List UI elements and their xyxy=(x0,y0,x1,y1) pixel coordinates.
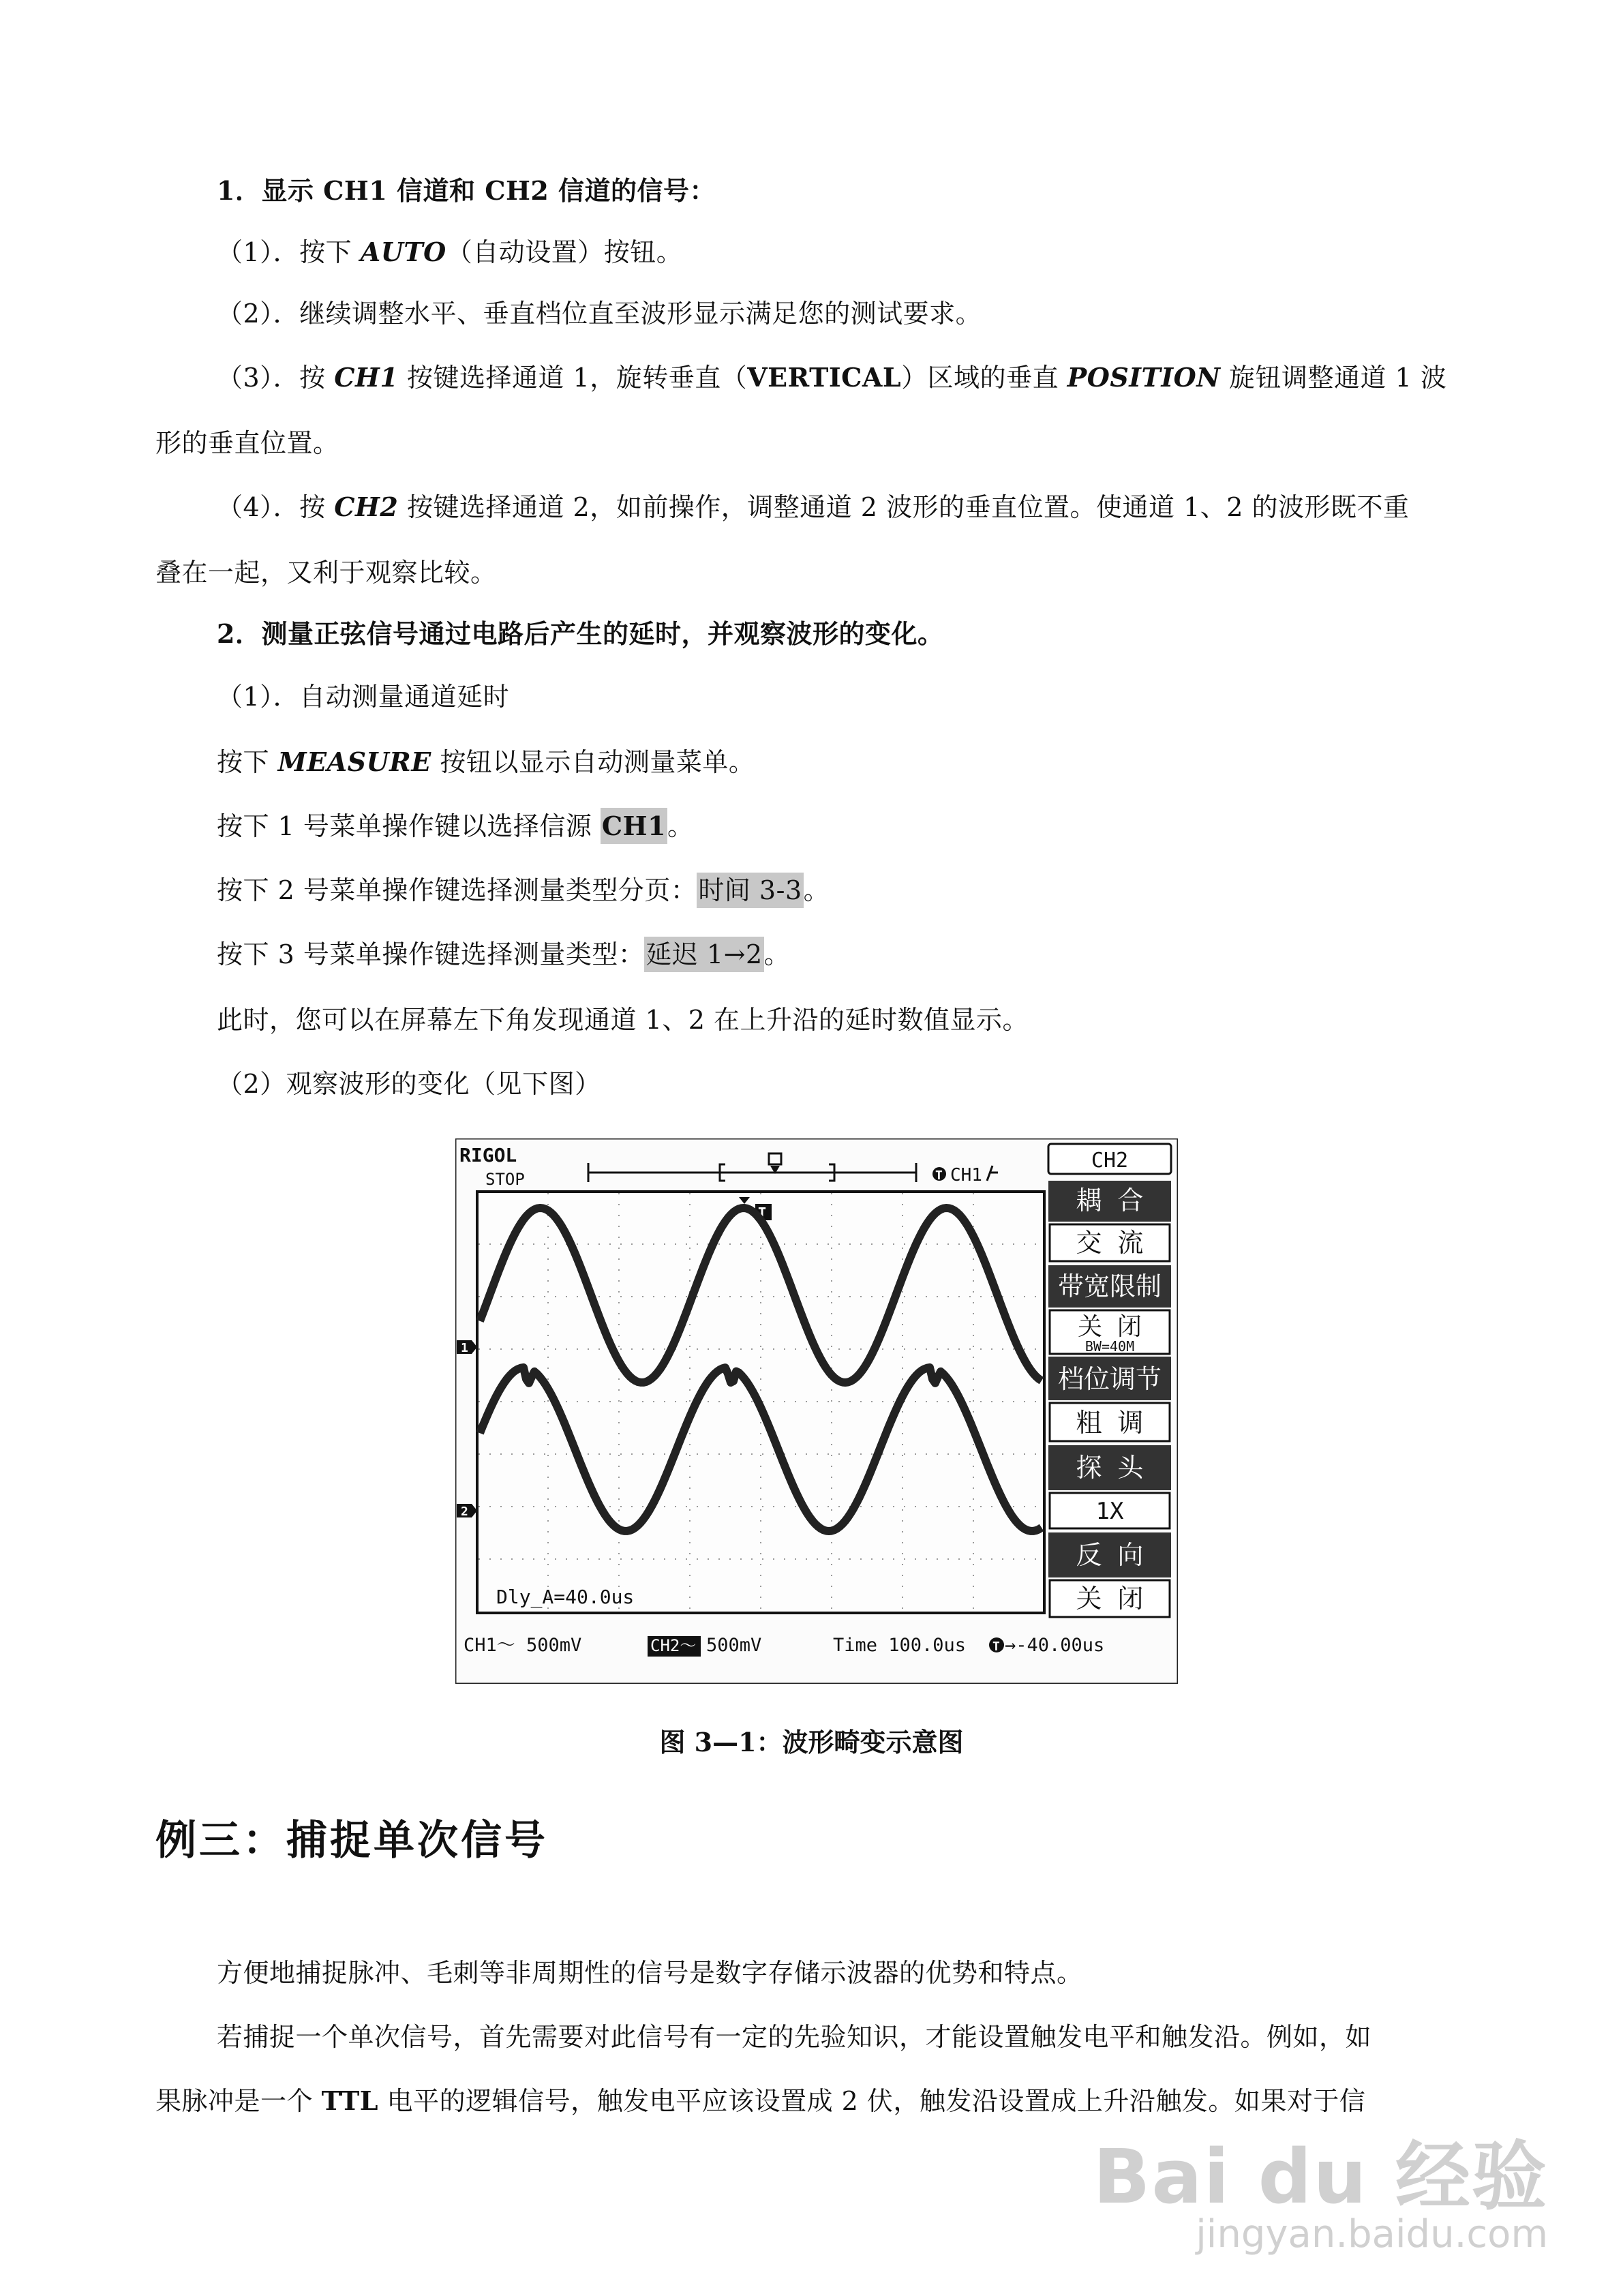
title-ch2: CH2 xyxy=(485,175,549,206)
ch2-scale-tag: CH2～ xyxy=(650,1636,697,1655)
watermark-url: jingyan.baidu.com xyxy=(1196,2212,1548,2256)
s3-para-3 xyxy=(155,2083,1365,2119)
ch1-keyword: CH1 xyxy=(334,362,399,393)
title-end: 信道的信号： xyxy=(549,175,716,206)
page-highlight: 时间 3-3 xyxy=(697,873,803,908)
s2-note-text: 此时，您可以在屏幕左下角发现通道 1、2 在上升沿的延时数值显示。 xyxy=(217,1005,1029,1035)
s3-para-3-text-end: 电平的逻辑信号，触发电平应该设置成 2 伏，触发沿设置成上升沿触发。如果对于信 xyxy=(378,2086,1366,2116)
watermark-logo: Bai du 经验 xyxy=(1093,2133,1548,2220)
step-3-text-d: 旋钮调整通道 1 波 xyxy=(1220,363,1447,393)
ch2-keyword: CH2 xyxy=(334,492,399,522)
step-1-text: （1）．按下 xyxy=(217,237,361,267)
delay-measurement: Dly_A=40.0us xyxy=(496,1586,635,1608)
probe-label: 探 头 xyxy=(1076,1453,1144,1483)
time-scale: Time 100.0us xyxy=(833,1635,967,1656)
source-highlight: CH1 xyxy=(601,808,667,844)
figure-caption: 图 3—1：波形畸变示意图 xyxy=(659,1727,964,1757)
s3-para-2 xyxy=(217,2019,1371,2055)
probe-value: 1X xyxy=(1095,1498,1124,1525)
trigger-marker-label: T xyxy=(758,1205,767,1221)
position-keyword: POSITION xyxy=(1067,362,1221,393)
auto-keyword: AUTO xyxy=(360,237,446,267)
section2-title-text: 2．测量正弦信号通过电路后产生的延时，并观察波形的变化。 xyxy=(217,618,944,649)
step-3-text-b: 按键选择通道 1，旋转垂直（ xyxy=(398,363,748,393)
step-4-text: （4）．按 xyxy=(217,492,335,522)
step-2 xyxy=(217,296,982,331)
bandwidth-value: 关 闭 xyxy=(1078,1313,1142,1341)
step-4-cont xyxy=(155,555,497,590)
ttl-keyword: TTL xyxy=(321,2085,379,2116)
invert-value: 关 闭 xyxy=(1076,1584,1144,1614)
trigger-offset-marker: T xyxy=(992,1640,1000,1654)
bandwidth-label: 带宽限制 xyxy=(1057,1271,1162,1301)
measure-text-end: 按钮以显示自动测量菜单。 xyxy=(431,747,755,777)
step-3 xyxy=(217,360,1446,395)
type-text-end: 。 xyxy=(763,939,791,969)
s2-type xyxy=(217,937,790,972)
measure-keyword: MEASURE xyxy=(277,746,431,777)
scope-status: STOP xyxy=(485,1170,525,1189)
s3-para-1-text: 方便地捕捉脉冲、毛刺等非周期性的信号是数字存储示波器的优势和特点。 xyxy=(217,1958,1083,1988)
source-text: 按下 1 号菜单操作键以选择信源 xyxy=(217,811,601,841)
s2-source xyxy=(217,809,694,844)
ch2-menu xyxy=(1048,1144,1171,1617)
s2-page xyxy=(217,873,830,908)
coupling-value: 交 流 xyxy=(1076,1228,1144,1258)
page-text: 按下 2 号菜单操作键选择测量类型分页： xyxy=(217,875,697,905)
s3-para-1 xyxy=(217,1955,1083,1991)
s2-measure xyxy=(217,744,755,780)
type-highlight: 延迟 1→2 xyxy=(644,937,763,972)
ch1-scale: CH1～ 500mV xyxy=(464,1635,582,1656)
title-mid1: 信道和 xyxy=(387,175,485,206)
trigger-source-marker: T xyxy=(935,1168,943,1183)
step-1-text-end: （自动设置）按钮。 xyxy=(446,237,683,267)
s3-para-2-text: 若捕捉一个单次信号，首先需要对此信号有一定的先验知识，才能设置触发电平和触发沿。例如，如 xyxy=(217,2022,1372,2052)
step-3-text-e: 形的垂直位置。 xyxy=(155,428,339,458)
ch2-scale: 500mV xyxy=(706,1635,762,1656)
ch2-marker-label: 2 xyxy=(461,1505,468,1519)
invert-label: 反 向 xyxy=(1076,1540,1144,1570)
vertical-keyword: VERTICAL xyxy=(747,362,902,393)
s3-para-3-text: 果脉冲是一个 xyxy=(155,2086,322,2116)
section2-title xyxy=(217,616,943,652)
trigger-source-label: CH1 xyxy=(950,1165,982,1185)
example3-heading: 例三：捕捉单次信号 xyxy=(155,1817,548,1864)
step-3-cont xyxy=(155,425,339,461)
s2-step-1 xyxy=(217,679,509,714)
coupling-label: 耦 合 xyxy=(1076,1185,1144,1215)
step-4-text-b: 按键选择通道 2，如前操作，调整通道 2 波形的垂直位置。使通道 1、2 的波形既不重 xyxy=(398,492,1410,522)
scope-brand: RIGOL xyxy=(459,1144,517,1166)
title-number: 1．显示 xyxy=(217,175,324,206)
page-text-end: 。 xyxy=(803,875,830,905)
menu-title: CH2 xyxy=(1091,1149,1129,1173)
step-3-text-c: ）区域的垂直 xyxy=(901,363,1067,393)
section1-title xyxy=(217,173,716,209)
step-4 xyxy=(217,489,1410,525)
measure-text: 按下 xyxy=(217,747,278,777)
source-text-end: 。 xyxy=(667,811,694,841)
bandwidth-note: BW=40M xyxy=(1084,1338,1135,1355)
volts-label: 档位调节 xyxy=(1057,1364,1162,1394)
title-ch1: CH1 xyxy=(323,175,388,206)
s2-step-2 xyxy=(217,1066,601,1102)
s2-step-2-text: （2）观察波形的变化（见下图） xyxy=(217,1069,601,1099)
s2-note xyxy=(217,1002,1029,1038)
step-3-text: （3）．按 xyxy=(217,363,335,393)
step-4-text-c: 叠在一起，又利于观察比较。 xyxy=(155,558,497,588)
baidu-watermark xyxy=(1093,2133,1548,2256)
step-1 xyxy=(217,235,682,270)
trigger-offset: →-40.00us xyxy=(1005,1635,1105,1656)
ch1-marker-label: 1 xyxy=(461,1341,468,1355)
step-2-text: （2）．继续调整水平、垂直档位直至波形显示满足您的测试要求。 xyxy=(217,299,982,329)
oscilloscope-screenshot xyxy=(455,1138,1178,1684)
s2-step-1-text: （1）．自动测量通道延时 xyxy=(217,682,510,712)
type-text: 按下 3 号菜单操作键选择测量类型： xyxy=(217,939,645,969)
volts-value: 粗 调 xyxy=(1076,1408,1144,1438)
